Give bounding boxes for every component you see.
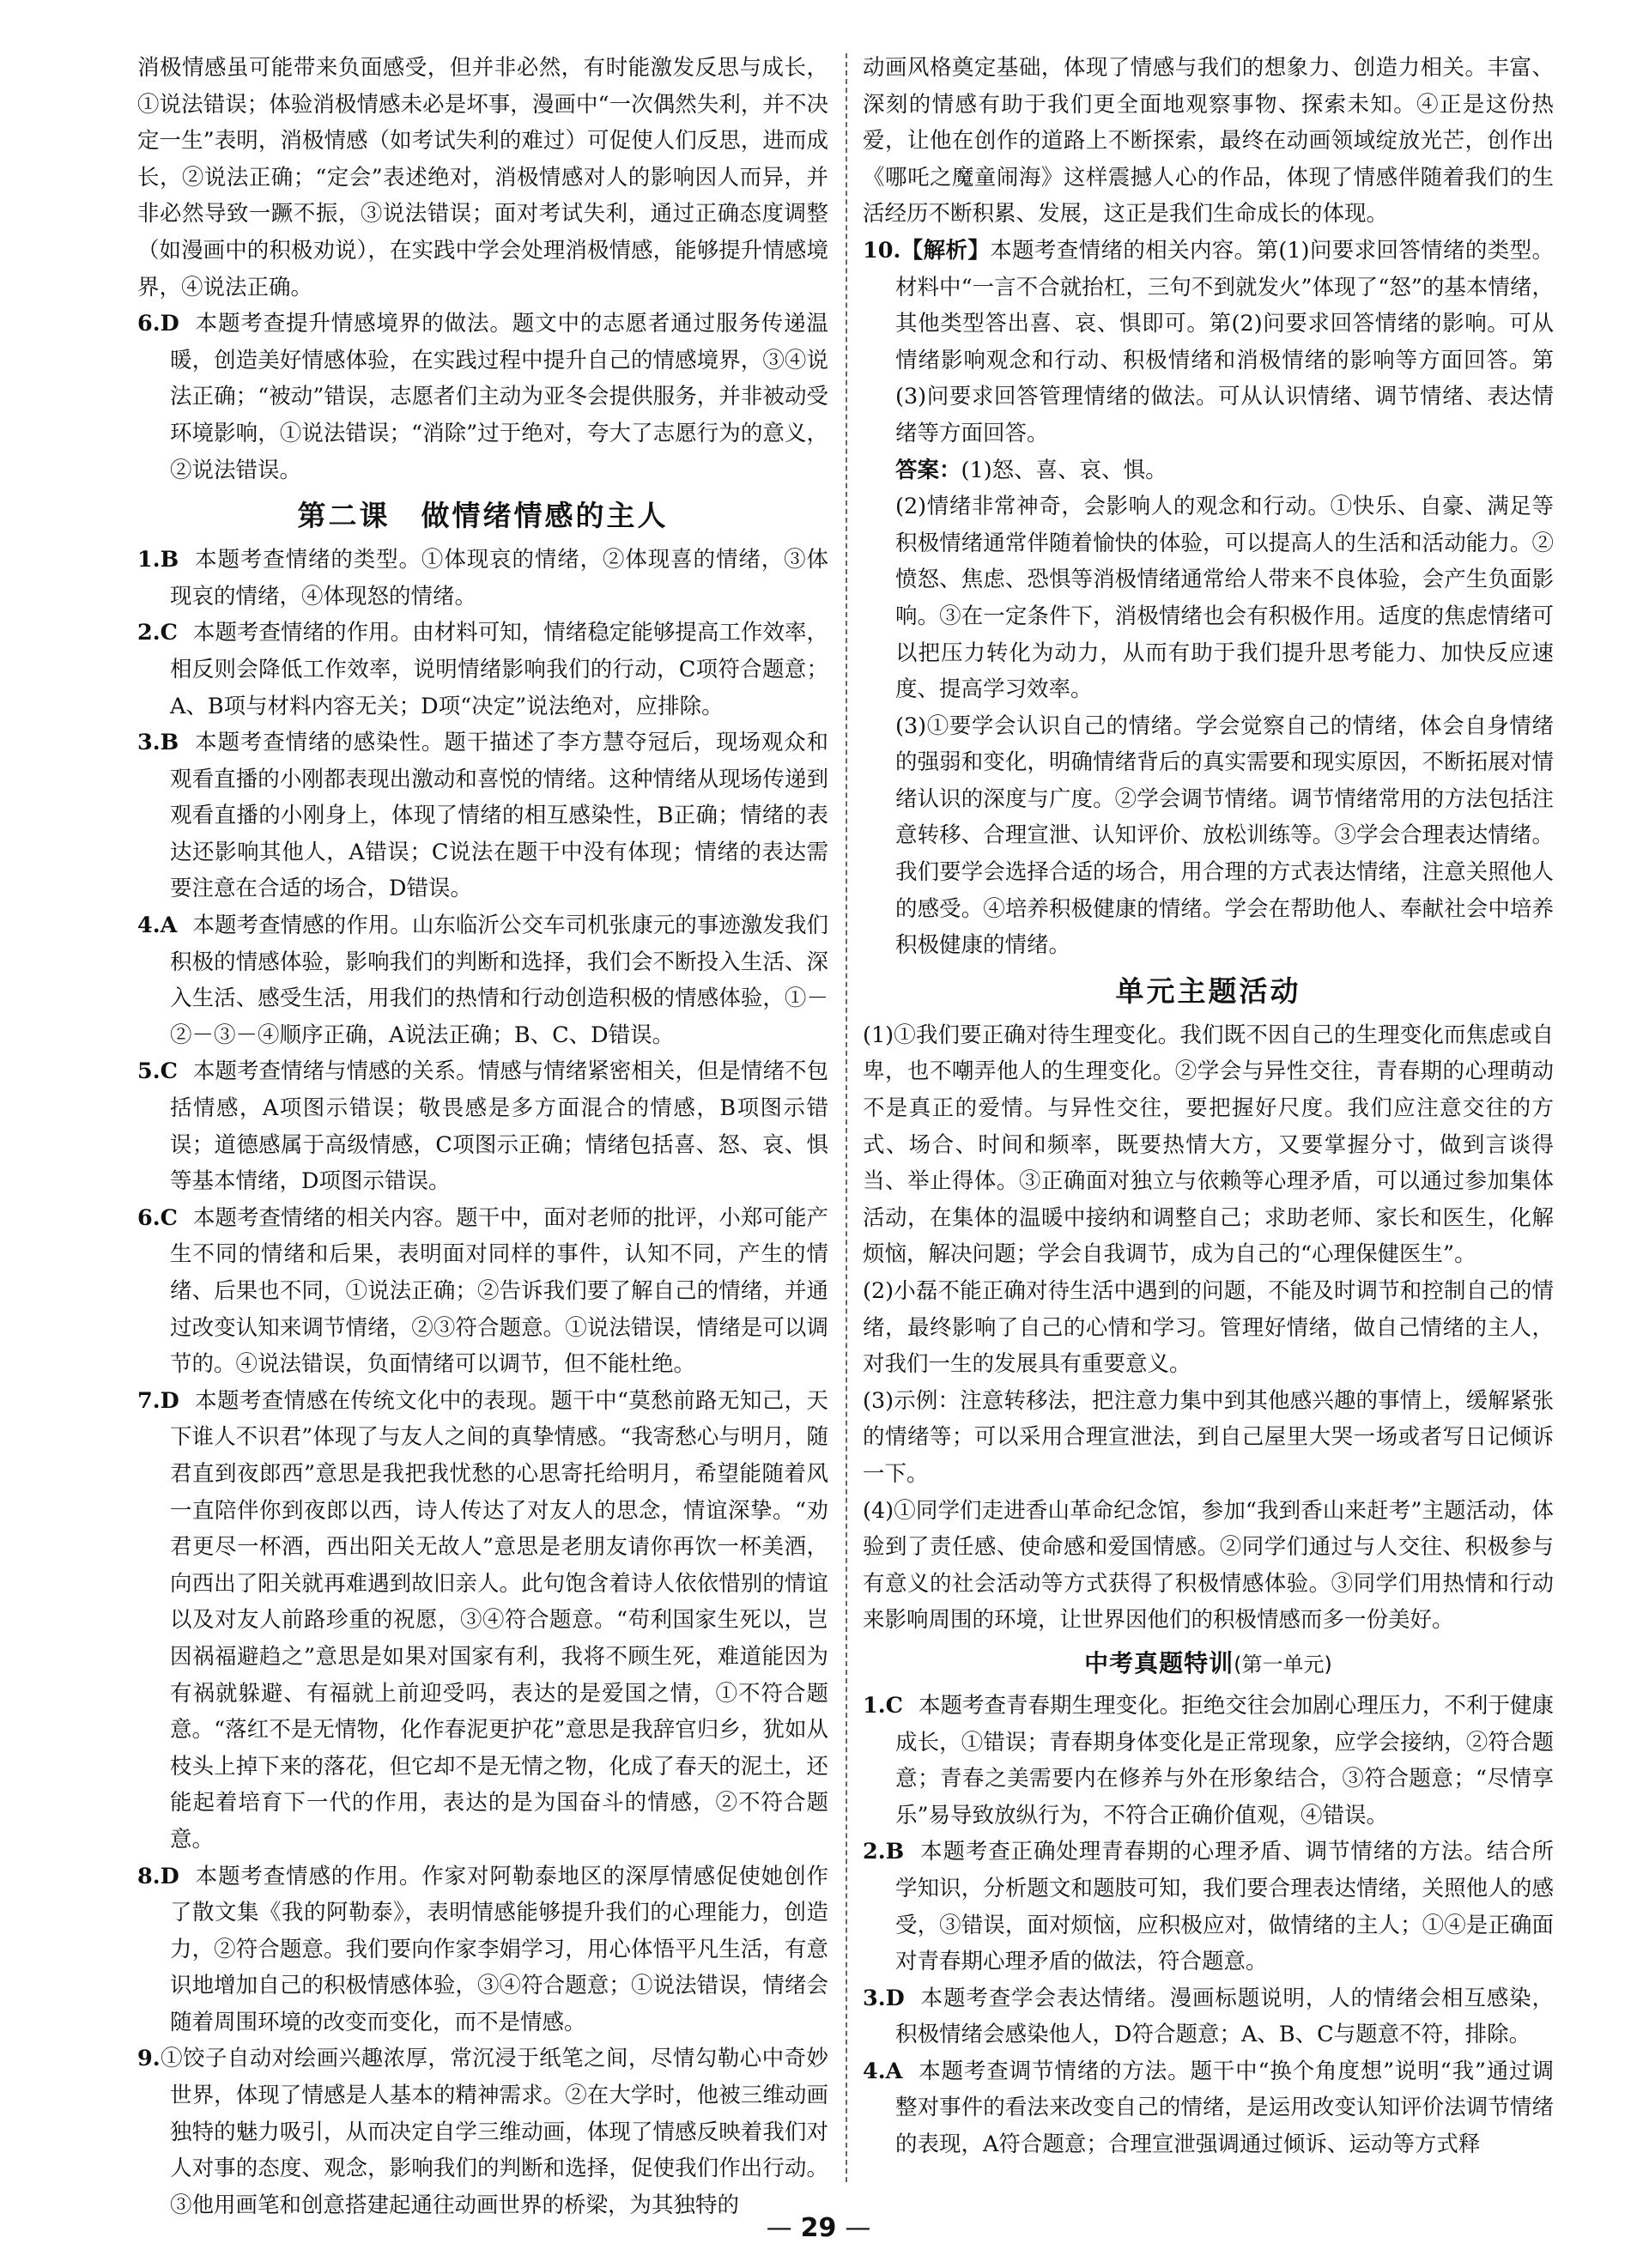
- item-number: 2.: [863, 1839, 886, 1865]
- item-number: 7.: [137, 1387, 161, 1414]
- item-explanation: 本题考查情绪与情感的关系。情感与情绪紧密相关，但是情绪不包括情感，A项图示错误；敬畏感是多方面混合的情感，B项图示错误；道德感属于高级情感，C项图示正确；情绪包括喜、怒、哀、惧等基本情绪，D项图示错误。: [170, 1058, 828, 1195]
- item-answer: C: [160, 1204, 178, 1231]
- answer-item: [137, 542, 828, 615]
- answer-item: [863, 2053, 1554, 2163]
- answer-item: [137, 615, 828, 725]
- item-answer: B: [160, 730, 179, 756]
- item-explanation: 本题考查情绪的类型。①体现哀的情绪，②体现喜的情绪，③体现哀的情绪，④体现怒的情绪。: [170, 547, 828, 609]
- item-number: 4.: [137, 913, 161, 939]
- item-number: 1.: [137, 547, 161, 573]
- item-number: 3.: [137, 730, 161, 756]
- item-number: 10.: [863, 237, 901, 264]
- item-explanation: 本题考查情感的作用。山东临沂公交车司机张康元的事迹激发我们积极的情感体验，影响我们的判断和选择，我们会不断投入生活、深入生活、感受生活，用我们的热情和行动创造积极的情感体验，①－②－③－④顺序正确，A说法正确；B、C、D错误。: [170, 913, 828, 1048]
- answer-item: [863, 1980, 1554, 2053]
- item-answer: D: [160, 1863, 179, 1889]
- analysis-tag: 【解析】: [900, 237, 991, 264]
- answer-item: [137, 907, 828, 1053]
- item-explanation: ①饺子自动对绘画兴趣浓厚，常沉浸于纸笔之间，尽情勾勒心中奇妙世界，体现了情感是人基本的精神需求。②在大学时，他被三维动画独特的魅力吸引，从而决定自学三维动画，体现了情感反映着我们对人对事的态度、观念，影响我们的判断和选择，促使我们作出行动。③他用画笔和创意搭建起通往动画世界的桥梁，为其独特的: [160, 2046, 828, 2218]
- item-answer: A: [160, 913, 178, 939]
- item-answer: D: [160, 1387, 179, 1414]
- unit-activity-2: (2)小磊不能正确对待生活中遇到的问题，不能及时调节和控制自己的情绪，最终影响了自己的心情和学习。管理好情绪，做自己情绪的主人，对我们一生的发展具有重要意义。: [863, 1278, 1554, 1378]
- answer-item: [137, 1859, 828, 2041]
- item-explanation: 本题考查正确处理青春期的心理矛盾、调节情绪的方法。结合所学知识，分析题文和题肢可知，我们要合理表达情绪，关照他人的感受，③错误，面对烦恼，应积极应对，做情绪的主人；①④是正确面对青春期心理矛盾的做法，符合题意。: [895, 1839, 1554, 1975]
- answer-line-1: [863, 452, 1554, 489]
- exam-heading-subtitle: (第一单元): [1234, 1652, 1332, 1677]
- unit-activity-4: (4)①同学们走进香山革命纪念馆，参加“我到香山来赶考”主题活动，体验到了责任感、使命感和爱国情感。②同学们通过与人交往、积极参与有意义的社会活动等方式获得了积极情感体验。③同学们用热情和行动来影响周围的环境，让世界因他们的积极情感而多一份美好。: [863, 1497, 1554, 1634]
- item-number: 5.: [137, 1058, 161, 1085]
- exam-heading-title: 中考真题特训: [1084, 1648, 1234, 1677]
- item-number: 6.: [137, 311, 161, 337]
- lesson-heading: 第二课 做情绪情感的主人: [297, 499, 669, 533]
- page-footer: — 29 —: [766, 2213, 871, 2243]
- answer-text: (1)怒、喜、哀、惧。: [961, 457, 1167, 483]
- unit-activity-3: (3)示例：注意转移法，把注意力集中到其他感兴趣的事情上，缓解紧张的情绪等；可以采用合理宣泄法，到自己屋里大哭一场或者写日记倾诉一下。: [863, 1387, 1554, 1487]
- item-answer: B: [160, 547, 179, 573]
- answer-item: [863, 1688, 1554, 1834]
- item-number: 9.: [137, 2046, 161, 2072]
- item-explanation: 本题考查情感在传统文化中的表现。题干中“莫愁前路无知己，天下谁人不识君”体现了与友人之间的真挚情感。“我寄愁心与明月，随君直到夜郎西”意思是我把我忧愁的心思寄托给明月，希望能随着风一直陪伴你到夜郎以西，诗人传达了对友人的思念，情谊深挚。“劝君更尽一杯酒，西出阳关无故人”意思是老朋友请你再饮一杯美酒，向西出了阳关就再难遇到故旧亲人。此句饱含着诗人依依惜别的情谊以及对友人前路珍重的祝愿，③④符合题意。“苟利国家生死以，岂因祸福避趋之”意思是如果对国家有利，我将不顾生死，难道能因为有祸就躲避、有福就上前迎受吗，表达的是爱国之情，①不符合题意。“落红不是无情物，化作春泥更护花”意思是我辞官归乡，犹如从枝头上掉下来的落花，但它却不是无情之物，化成了春天的泥土，还能起着培育下一代的作用，表达的是为国奋斗的情感，②不符合题意。: [170, 1387, 828, 1853]
- exam-heading: [863, 1642, 1554, 1686]
- item-answer: D: [160, 311, 179, 337]
- continued-paragraph: 动画风格奠定基础，体现了情感与我们的想象力、创造力相关。丰富、深刻的情感有助于我们更全面地观察事物、探索未知。④正是这份热爱，让他在创作的道路上不断探索，最终在动画领域绽放光芒，创作出《哪吒之魔童闹海》这样震撼人心的作品，体现了情感伴随着我们的生活经历不断积累、发展，这正是我们生命成长的体现。: [863, 55, 1554, 227]
- item-number: 6.: [137, 1204, 161, 1231]
- item-explanation: 本题考查情绪的感染性。题干描述了李方慧夺冠后，现场观众和观看直播的小刚都表现出激动和喜悦的情绪。这种情绪从现场传递到观看直播的小刚身上，体现了情绪的相互感染性，B正确；情绪的表达还影响其他人，A错误；C说法在题干中没有体现；情绪的表达需要注意在合适的场合，D错误。: [170, 730, 828, 902]
- column-divider: [846, 53, 847, 2182]
- answer-item: [137, 1383, 828, 1859]
- item-explanation: 本题考查提升情感境界的做法。题文中的志愿者通过服务传递温暖，创造美好情感体验，在实践过程中提升自己的情感境界，③④说法正确；“被动”错误，志愿者们主动为亚冬会提供服务，并非被动受环境影响，①说法错误；“消除”过于绝对，夸大了志愿行为的意义，②说法错误。: [170, 311, 828, 483]
- right-answer-list: [863, 1688, 1554, 2163]
- item-explanation: 本题考查学会表达情绪。漫画标题说明，人的情绪会相互感染，积极情绪会感染他人，D符合题意；A、B、C与题意不符，排除。: [895, 1985, 1554, 2048]
- right-column: [863, 50, 1554, 2163]
- item-answer: C: [160, 620, 178, 646]
- answer-line-2: (2)情绪非常神奇，会影响人的观念和行动。①快乐、自豪、满足等积极情绪通常伴随着愉快的体验，可以提高人的生活和活动能力。②愤怒、焦虑、恐惧等消极情绪通常给人带来不良体验，会产生负面影响。③在一定条件下，消极情绪也会有积极作用。适度的焦虑情绪可以把压力转化为动力，从而有助于我们提升思考能力、加快反应速度、提高学习效率。: [895, 494, 1554, 703]
- item-answer: C: [885, 1692, 903, 1719]
- answer-item-10: [863, 233, 1554, 452]
- answer-item: [137, 1200, 828, 1383]
- item-answer: B: [885, 1839, 905, 1865]
- answer-item: [863, 1834, 1554, 1980]
- unit-activity-heading: 单元主题活动: [1115, 973, 1301, 1008]
- intro-paragraph: 消极情感虽可能带来负面感受，但并非必然，有时能激发反思与成长，①说法错误；体验消极情感未必是坏事，漫画中“一次偶然失利，并不决定一生”表明，消极情感（如考试失利的难过）可促使人们反思，进而成长，②说法正确；“定会”表述绝对，消极情感对人的影响因人而异，并非必然导致一蹶不振，③说法错误；面对考试失利，通过正确态度调整（如漫画中的积极劝说），在实践中学会处理消极情感，能够提升情感境界，④说法正确。: [137, 55, 828, 300]
- item-number: 2.: [137, 620, 161, 646]
- item-explanation: 本题考查情绪的相关内容。题干中，面对老师的批评，小郑可能产生不同的情绪和后果，表明面对同样的事件，认知不同，产生的情绪、后果也不同，①说法正确；②告诉我们要了解自己的情绪，并通过改变认知来调节情绪，②③符合题意。①说法错误，情绪是可以调节的。④说法错误，负面情绪可以调节，但不能杜绝。: [170, 1204, 828, 1378]
- item-number: 4.: [863, 2058, 886, 2084]
- item-explanation: 本题考查情绪的相关内容。第(1)问要求回答情绪的类型。材料中“一言不合就抬杠，三句不到就发火”体现了“怒”的基本情绪，其他类型答出喜、哀、惧即可。第(2)问要求回答情绪的影响。可从情绪影响观念和行动、积极情绪和消极情绪的影响等方面回答。第(3)问要求回答管理情绪的做法。可从认识情绪、调节情绪、表达情绪等方面回答。: [895, 237, 1554, 446]
- item-number: 8.: [137, 1863, 161, 1889]
- item-answer: A: [885, 2058, 903, 2084]
- item-number: 3.: [863, 1985, 886, 2011]
- answer-item: [137, 725, 828, 907]
- answer-item: [137, 2041, 828, 2223]
- answer-tag: 答案：: [895, 457, 961, 483]
- item-answer: D: [885, 1985, 905, 2011]
- answer-item-6: [137, 306, 828, 488]
- item-number: 1.: [863, 1692, 886, 1719]
- left-answer-list: [137, 542, 828, 2223]
- answer-item: [137, 1053, 828, 1199]
- item-explanation: 本题考查情感的作用。作家对阿勒泰地区的深厚情感促使她创作了散文集《我的阿勒泰》，表明情感能够提升我们的心理能力，创造力，②符合题意。我们要向作家李娟学习，用心体悟平凡生活，有意识地增加自己的积极情感体验，③④符合题意；①说法错误，情绪会随着周围环境的改变而变化，而不是情感。: [170, 1863, 828, 2035]
- unit-activity-1: (1)①我们要正确对待生理变化。我们既不因自己的生理变化而焦虑或自卑，也不嘲弄他人的生理变化。②学会与异性交往，青春期的心理萌动不是真正的爱情。与异性交往，要把握好尺度。我们应注意交往的方式、场合、时间和频率，既要热情大方，又要掌握分寸，做到言谈得当、举止得体。③正确面对独立与依赖等心理矛盾，可以通过参加集体活动，在集体的温暖中接纳和调整自己；求助老师、家长和医生，化解烦恼，解决问题；学会自我调节，成为自己的“心理保健医生”。: [863, 1022, 1554, 1268]
- answer-line-3: (3)①要学会认识自己的情绪。学会觉察自己的情绪，体会自身情绪的强弱和变化，明确情绪背后的真实需要和现实原因，不断拓展对情绪认识的深度与广度。②学会调节情绪。调节情绪常用的方法包括注意转移、合理宣泄、认知评价、放松训练等。③学会合理表达情绪。我们要学会选择合适的场合，用合理的方式表达情绪，注意关照他人的感受。④培养积极健康的情绪。学会在帮助他人、奉献社会中培养积极健康的情绪。: [895, 713, 1554, 959]
- left-column: [137, 50, 828, 2223]
- page-number: 29: [800, 2213, 837, 2243]
- item-explanation: 本题考查情绪的作用。由材料可知，情绪稳定能够提高工作效率，相反则会降低工作效率，说明情绪影响我们的行动，C项符合题意；A、B项与材料内容无关；D项“决定”说法绝对，应排除。: [170, 620, 828, 719]
- item-answer: C: [160, 1058, 178, 1085]
- item-explanation: 本题考查青春期生理变化。拒绝交往会加剧心理压力，不利于健康成长，①错误；青春期身体变化是正常现象，应学会接纳，②符合题意；青春之美需要内在修养与外在形象结合，③符合题意；“尽情享乐”易导致放纵行为，不符合正确价值观，④错误。: [895, 1692, 1554, 1828]
- item-explanation: 本题考查调节情绪的方法。题干中“换个角度想”说明“我”通过调整对事件的看法来改变自己的情绪，是运用改变认知评价法调节情绪的表现，A符合题意；合理宣泄强调通过倾诉、运动等方式释: [895, 2058, 1554, 2158]
